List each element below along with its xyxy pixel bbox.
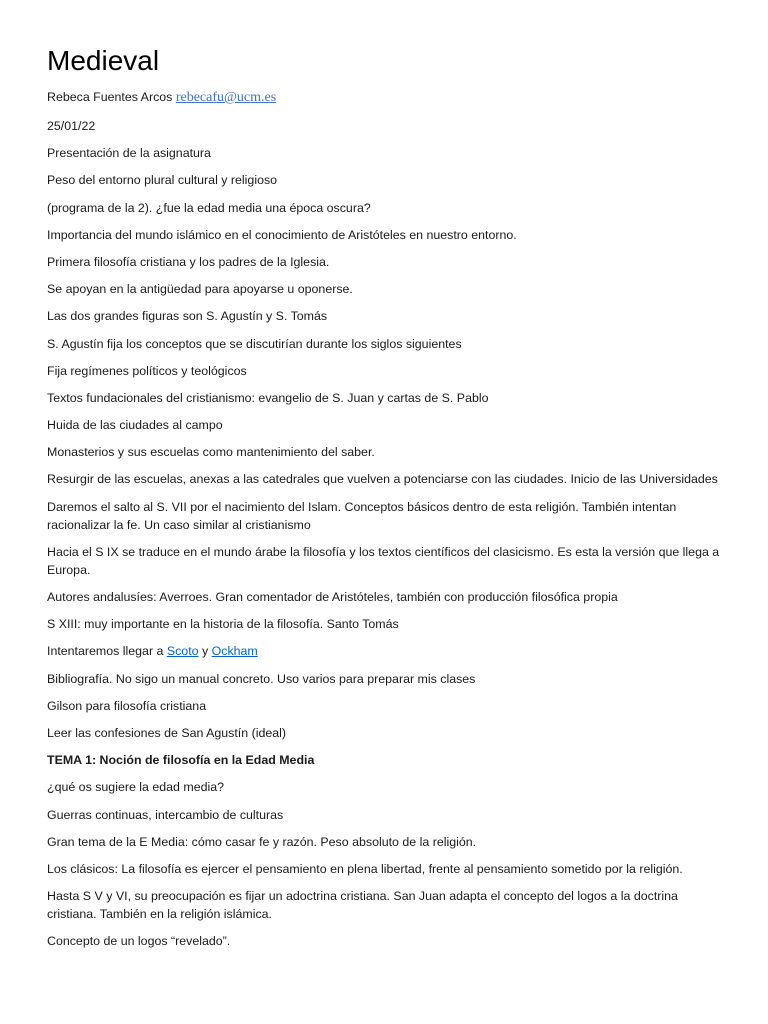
- links-prefix: Intentaremos llegar a: [47, 644, 167, 659]
- paragraph: Gilson para filosofía cristiana: [47, 698, 207, 713]
- document-title: Medieval: [47, 45, 160, 76]
- ockham-link[interactable]: Ockham: [211, 644, 258, 659]
- author-name: Rebeca Fuentes Arcos: [47, 90, 173, 104]
- document-page: [47, 44, 727, 959]
- paragraph: Hacia el S IX se traduce en el mundo árabe la filosofía y los textos científicos del clasicismo. Es esta la versión que llega a Europa.: [47, 544, 720, 577]
- paragraph: Concepto de un logos “revelado”.: [47, 934, 231, 949]
- paragraph: Importancia del mundo islámico en el conocimiento de Aristóteles en nuestro entorno.: [47, 227, 517, 242]
- paragraph: Se apoyan en la antigüedad para apoyarse u oponerse.: [47, 282, 353, 297]
- paragraph: Las dos grandes figuras son S. Agustín y S. Tomás: [47, 309, 328, 324]
- author-email-link[interactable]: rebecafu@ucm.es: [175, 90, 277, 105]
- section-heading: TEMA 1: Noción de filosofía en la Edad Media: [47, 753, 315, 768]
- paragraph: ¿qué os sugiere la edad media?: [47, 780, 225, 795]
- paragraph: Guerras continuas, intercambio de culturas: [47, 807, 284, 822]
- document-date: 25/01/22: [47, 119, 96, 133]
- author-line: [47, 88, 727, 107]
- paragraph: Daremos el salto al S. VII por el nacimiento del Islam. Conceptos básicos dentro de esta religión. También intentan racionalizar la fe. Un caso similar al cristianismo: [47, 499, 677, 532]
- paragraph: Textos fundacionales del cristianismo: evangelio de S. Juan y cartas de S. Pablo: [47, 390, 489, 405]
- paragraph: S. Agustín fija los conceptos que se discutirían durante los siglos siguientes: [47, 336, 462, 351]
- paragraph: Monasterios y sus escuelas como mantenimiento del saber.: [47, 445, 375, 460]
- scoto-link[interactable]: Scoto: [166, 644, 199, 659]
- paragraph: Huida de las ciudades al campo: [47, 418, 223, 433]
- links-paragraph: [47, 642, 727, 660]
- paragraph: Primera filosofía cristiana y los padres de la Iglesia.: [47, 254, 330, 269]
- paragraph: S XIII: muy importante en la historia de la filosofía. Santo Tomás: [47, 617, 399, 632]
- paragraph: Gran tema de la E Media: cómo casar fe y razón. Peso absoluto de la religión.: [47, 834, 477, 849]
- paragraph: Hasta S V y VI, su preocupación es fijar un adoctrina cristiana. San Juan adapta el concepto del logos a la doctrina cristiana. También en la religión islámica.: [47, 889, 678, 922]
- paragraph: Fija regímenes políticos y teológicos: [47, 363, 247, 378]
- links-middle: y: [198, 644, 212, 659]
- paragraph: Presentación de la asignatura: [47, 146, 211, 161]
- paragraph: Autores andalusíes: Averroes. Gran comentador de Aristóteles, también con producción filosófica propia: [47, 590, 618, 604]
- paragraph: Bibliografía. No sigo un manual concreto. Uso varios para preparar mis clases: [47, 671, 476, 686]
- paragraph: Leer las confesiones de San Agustín (ideal): [47, 725, 287, 740]
- paragraph: (programa de la 2). ¿fue la edad media una época oscura?: [47, 200, 371, 215]
- paragraph: Resurgir de las escuelas, anexas a las catedrales que vuelven a potenciarse con las ciudades. Inicio de las Universidades: [47, 472, 718, 487]
- paragraph: Los clásicos: La filosofía es ejercer el pensamiento en plena libertad, frente al pensamiento sometido por la religión.: [47, 861, 683, 876]
- paragraph: Peso del entorno plural cultural y religioso: [47, 173, 278, 188]
